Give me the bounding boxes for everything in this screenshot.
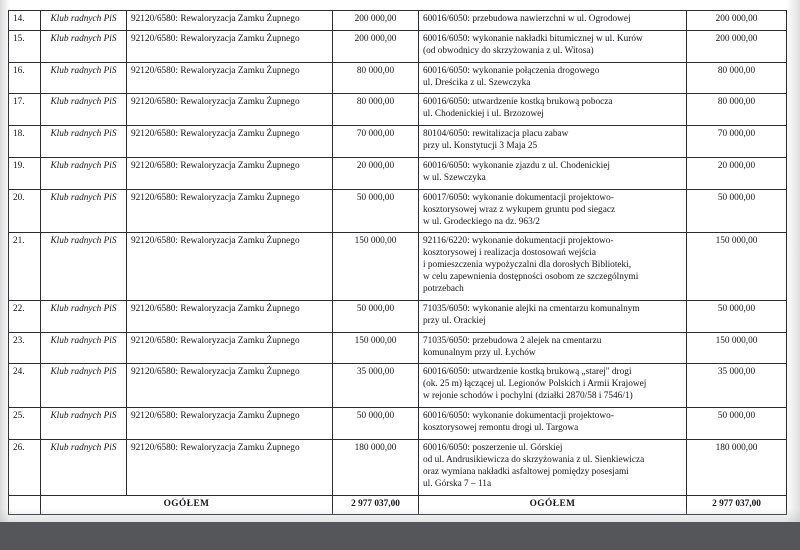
row-number-cell: 25. (9, 408, 41, 440)
club-cell: Klub radnych PiS (41, 332, 127, 364)
description-line: (ok. 25 m) łączącej ul. Legionów Polskich i Armii Krajowej (423, 379, 647, 390)
amount-confirmed-cell: 70 000,00 (687, 126, 787, 158)
description-line: 60016/6050: utwardzenie kostką brukową pobocza (423, 97, 613, 108)
description-line: ul. Chodenickiej i ul. Brzozowej (423, 109, 544, 120)
description-line: 60016/6050: wykonanie zjazdu z ul. Chodenickiej (423, 161, 610, 172)
task-cell: 92120/6580: Rewaloryzacja Zamku Żupnego (127, 189, 333, 233)
description-line: 80104/6050: rewitalizacja placu zabaw (423, 129, 569, 140)
description-cell (419, 94, 687, 126)
description-line: przy ul. Konstytucji 3 Maja 25 (423, 141, 538, 152)
amount-confirmed-cell: 150 000,00 (687, 332, 787, 364)
description-cell (419, 364, 687, 408)
task-cell: 92120/6580: Rewaloryzacja Zamku Żupnego (127, 11, 333, 31)
description-line: w celu zapewnienia dostępności osobom ze szczególnymi (423, 272, 639, 283)
table-row (9, 300, 787, 332)
amount-confirmed-cell: 20 000,00 (687, 158, 787, 190)
table-body (9, 11, 787, 515)
description-line: 60017/6050: wykonanie dokumentacji projektowo- (423, 192, 614, 203)
task-cell: 92120/6580: Rewaloryzacja Zamku Żupnego (127, 158, 333, 190)
description-line: 60016/6050: przebudowa nawierzchni w ul. Ogrodowej (423, 14, 631, 24)
table-row (9, 94, 787, 126)
description-line: 60016/6050: wykonanie połączenia drogowego (423, 65, 600, 76)
amount-confirmed-cell: 180 000,00 (687, 439, 787, 495)
task-cell: 92120/6580: Rewaloryzacja Zamku Żupnego (127, 126, 333, 158)
description-line: 71035/6050: przebudowa 2 alejek na cmentarzu (423, 335, 602, 346)
amount-cell: 200 000,00 (333, 30, 419, 62)
amount-cell: 150 000,00 (333, 233, 419, 300)
table-row (9, 30, 787, 62)
table-row (9, 332, 787, 364)
task-cell: 92120/6580: Rewaloryzacja Zamku Żupnego (127, 332, 333, 364)
description-line: 60016/6050: utwardzenie kostką brukową „starej" drogi (423, 367, 632, 378)
club-cell: Klub radnych PiS (41, 158, 127, 190)
table-row (9, 11, 787, 31)
description-line: od ul. Andrusikiewicza do skrzyżowania z ul. Sienkiewicza (423, 454, 645, 465)
description-cell (419, 189, 687, 233)
description-line: 60016/6050: poszerzenie ul. Górskiej (423, 442, 563, 453)
row-number-cell: 20. (9, 189, 41, 233)
description-line: kosztorysowej wraz z wykupem gruntu pod siegacz (423, 204, 616, 215)
description-cell (419, 158, 687, 190)
club-cell: Klub radnych PiS (41, 233, 127, 300)
description-line: 60016/6050: wykonanie dokumentacji projektowo- (423, 411, 614, 422)
description-cell (419, 408, 687, 440)
description-line: ul. Dreścika z ul. Szewczyka (423, 77, 531, 88)
row-number-cell: 15. (9, 30, 41, 62)
club-cell: Klub radnych PiS (41, 126, 127, 158)
description-line: 60016/6050: wykonanie nakładki bitumicznej w ul. Kurów (423, 33, 643, 44)
club-cell: Klub radnych PiS (41, 62, 127, 94)
scan-edge-shadow-right (786, 0, 800, 522)
amount-cell: 200 000,00 (333, 11, 419, 31)
amount-cell: 35 000,00 (333, 364, 419, 408)
description-line: (od obwodnicy do skrzyżowania z ul. Witosa) (423, 45, 594, 56)
task-cell: 92120/6580: Rewaloryzacja Zamku Żupnego (127, 439, 333, 495)
task-cell: 92120/6580: Rewaloryzacja Zamku Żupnego (127, 233, 333, 300)
row-number-cell: 17. (9, 94, 41, 126)
description-line: oraz wymiana nakładki asfaltowej pomiędzy posesjami (423, 466, 629, 477)
amount-cell: 50 000,00 (333, 189, 419, 233)
row-number-cell: 23. (9, 332, 41, 364)
amount-confirmed-cell: 50 000,00 (687, 300, 787, 332)
row-number-cell: 18. (9, 126, 41, 158)
task-cell: 92120/6580: Rewaloryzacja Zamku Żupnego (127, 300, 333, 332)
club-cell: Klub radnych PiS (41, 364, 127, 408)
table-row (9, 189, 787, 233)
task-cell: 92120/6580: Rewaloryzacja Zamku Żupnego (127, 364, 333, 408)
club-cell: Klub radnych PiS (41, 11, 127, 31)
total-label-right: OGÓŁEM (419, 495, 687, 515)
row-number-cell: 16. (9, 62, 41, 94)
row-number-cell: 24. (9, 364, 41, 408)
description-line: i pomieszczenia wypożyczalni dla dorosłych Biblioteki, (423, 260, 632, 271)
amount-confirmed-cell: 200 000,00 (687, 30, 787, 62)
table-row (9, 364, 787, 408)
description-line: kosztorysowej i realizacja dostosowań wejścia (423, 248, 596, 259)
total-amount-confirmed: 2 977 037,00 (687, 495, 787, 515)
amount-confirmed-cell: 35 000,00 (687, 364, 787, 408)
amount-cell: 70 000,00 (333, 126, 419, 158)
description-line: ul. Górska 7 – 11a (423, 478, 492, 489)
table-row (9, 62, 787, 94)
amount-confirmed-cell: 150 000,00 (687, 233, 787, 300)
total-label-left: OGÓŁEM (41, 495, 333, 515)
amount-confirmed-cell: 50 000,00 (687, 408, 787, 440)
club-cell: Klub radnych PiS (41, 189, 127, 233)
task-cell: 92120/6580: Rewaloryzacja Zamku Żupnego (127, 30, 333, 62)
task-cell: 92120/6580: Rewaloryzacja Zamku Żupnego (127, 408, 333, 440)
amount-confirmed-cell: 200 000,00 (687, 11, 787, 31)
row-number-cell: 14. (9, 11, 41, 31)
description-line: kosztorysowej remontu drogi ul. Targowa (423, 423, 579, 434)
amount-cell: 80 000,00 (333, 62, 419, 94)
table-row (9, 233, 787, 300)
description-cell (419, 11, 687, 31)
amount-cell: 180 000,00 (333, 439, 419, 495)
description-cell (419, 233, 687, 300)
task-cell: 92120/6580: Rewaloryzacja Zamku Żupnego (127, 94, 333, 126)
table-row (9, 158, 787, 190)
description-cell (419, 332, 687, 364)
description-line: potrzebach (423, 284, 464, 295)
description-line: w ul. Szewczyka (423, 172, 486, 183)
amount-cell: 80 000,00 (333, 94, 419, 126)
description-line: w rejonie schodów i pochylni (działki 2870/58 i 7546/1) (423, 391, 633, 402)
amount-confirmed-cell: 80 000,00 (687, 94, 787, 126)
total-amount: 2 977 037,00 (333, 495, 419, 515)
description-cell (419, 439, 687, 495)
description-cell (419, 62, 687, 94)
amount-cell: 50 000,00 (333, 408, 419, 440)
table-row (9, 126, 787, 158)
total-row (9, 495, 787, 515)
row-number-cell: 26. (9, 439, 41, 495)
amount-cell: 50 000,00 (333, 300, 419, 332)
description-line: w ul. Grodeckiego na dz. 963/2 (423, 216, 540, 227)
club-cell: Klub radnych PiS (41, 300, 127, 332)
table-row (9, 408, 787, 440)
task-cell: 92120/6580: Rewaloryzacja Zamku Żupnego (127, 62, 333, 94)
description-line: komunalnym przy ul. Łychów (423, 347, 536, 358)
amount-confirmed-cell: 80 000,00 (687, 62, 787, 94)
description-line: przy ul. Orackiej (423, 315, 486, 326)
amount-cell: 20 000,00 (333, 158, 419, 190)
description-cell (419, 126, 687, 158)
row-number-cell: 21. (9, 233, 41, 300)
amount-confirmed-cell: 50 000,00 (687, 189, 787, 233)
description-cell (419, 30, 687, 62)
club-cell: Klub radnych PiS (41, 94, 127, 126)
row-number-cell: 22. (9, 300, 41, 332)
amount-cell: 150 000,00 (333, 332, 419, 364)
row-number-cell: 19. (9, 158, 41, 190)
description-cell (419, 300, 687, 332)
club-cell: Klub radnych PiS (41, 30, 127, 62)
total-blank-cell (9, 495, 41, 515)
description-line: 92116/6220: wykonanie dokumentacji projektowo- (423, 236, 614, 247)
club-cell: Klub radnych PiS (41, 408, 127, 440)
budget-amendments-table (8, 10, 787, 515)
description-line: 71035/6050: wykonanie alejki na cmentarzu komunalnym (423, 303, 640, 314)
club-cell: Klub radnych PiS (41, 439, 127, 495)
table-row (9, 439, 787, 495)
